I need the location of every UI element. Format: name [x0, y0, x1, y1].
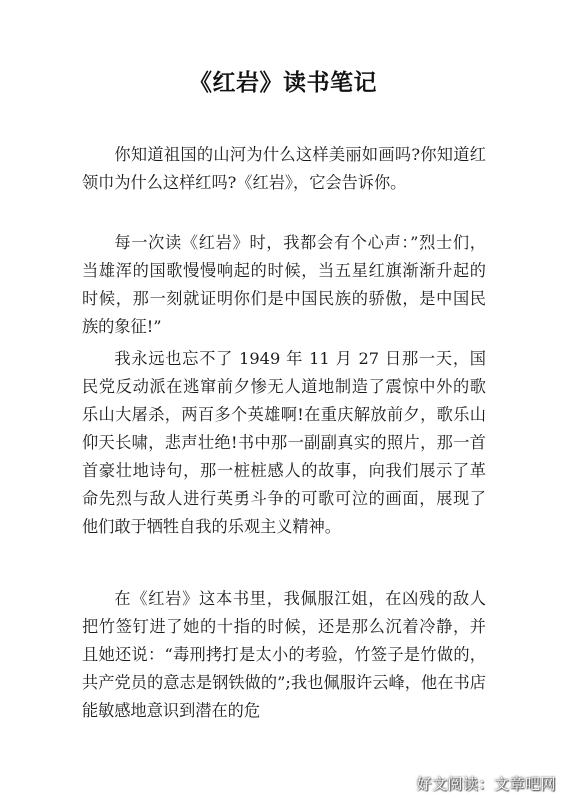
paragraph-3: 我永远也忘不了 1949 年 11 月 27 日那一天，国民党反动派在逃窜前夕惨无人道地制造了震惊中外的歌乐山大屠杀，两百多个英雄啊!在重庆解放前夕，歌乐山仰天长啸，悲声壮绝!书中那一副副真实的照片，那一首首豪壮地诗句，那一桩桩感人的故事，向我们展示了革命先烈与敌人进行英勇斗争的可歌可泣的画面，展现了他们敢于牺牲自我的乐观主义精神。 — [82, 349, 486, 536]
paragraph-1: 你知道祖国的山河为什么这样美丽如画吗?你知道红领巾为什么这样红吗?《红岩》，它会告诉你。 — [82, 145, 486, 192]
site-watermark: 好文阅读：文章吧网 — [416, 775, 556, 793]
page-title: 《红岩》读书笔记 — [189, 70, 377, 96]
paragraph-2: 每一次读《红岩》时，我都会有个心声：”烈士们，当雄浑的国歌慢慢响起的时候，当五星红旗渐渐升起的时候，那一刻就证明你们是中国民族的骄傲，是中国民族的象征!” — [82, 233, 486, 336]
paragraph-4: 在《红岩》这本书里，我佩服江姐，在凶残的敌人把竹签钉进了她的十指的时候，还是那么沉着冷静，并且她还说：“毒刑拷打是太小的考验，竹签子是竹做的，共产党员的意志是钢铁做的”;我也佩服许云峰，他在书店能敏感地意识到潜在的危 — [82, 589, 486, 720]
